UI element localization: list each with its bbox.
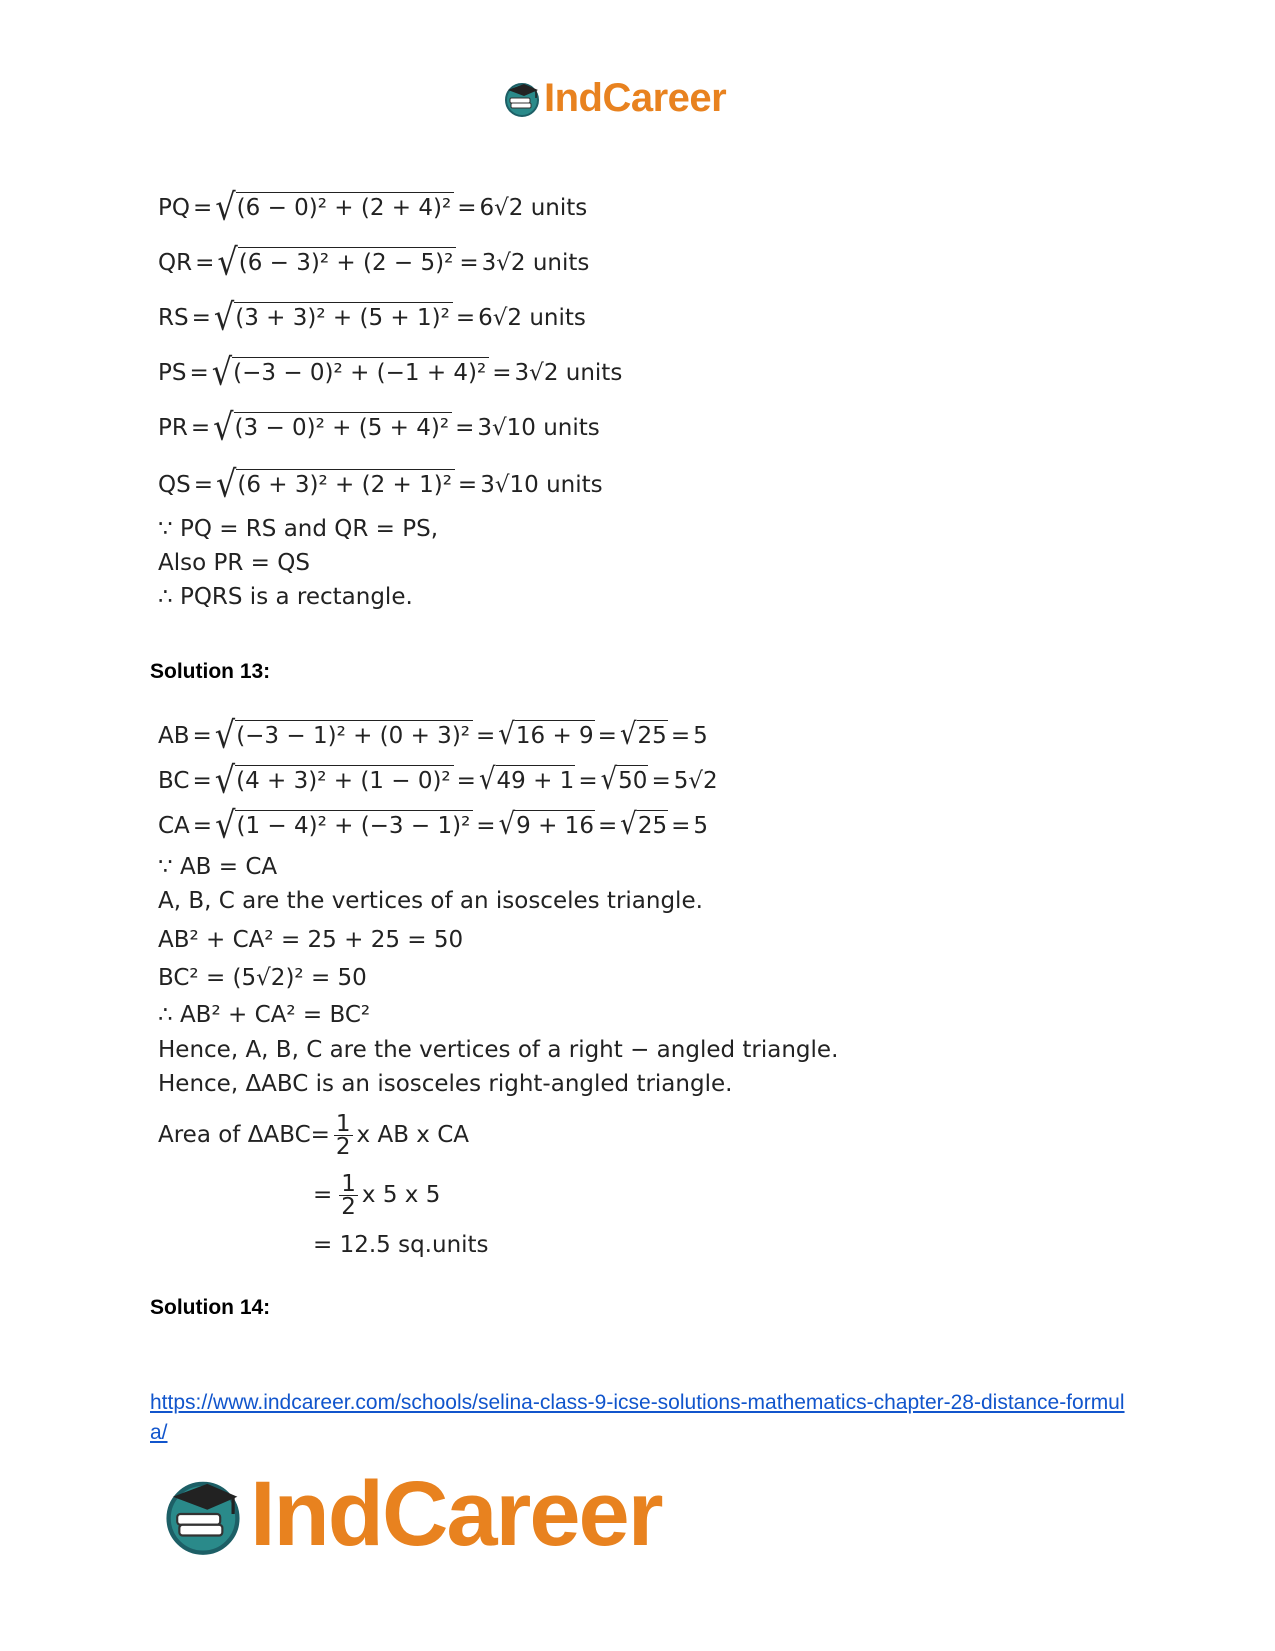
eq-radicand-3: 50 (617, 765, 648, 796)
eq-radicand: (3 + 3)² + (5 + 1)² (234, 302, 453, 333)
eq-radicand: (−3 − 1)² + (0 + 3)² (235, 720, 473, 751)
source-link[interactable]: https://www.indcareer.com/schools/selina-class-9-icse-solutions-mathematics-chapter-28-distance-formula/ (150, 1391, 1125, 1444)
equation-bc: BC = √ (4 + 3)² + (1 − 0)² = √ 49 + 1 = √ 50 = 5√2 (158, 758, 718, 802)
eq-lhs: QS (158, 471, 191, 498)
fraction: $\frac{1}{2}$ (341, 1170, 356, 1220)
logo-footer (160, 1463, 662, 1565)
area-expression: x AB x CA (356, 1122, 470, 1148)
eq-lhs: RS (158, 304, 189, 331)
eq-result: 3√10 units (480, 471, 603, 498)
equation-ab: AB = √ (−3 − 1)² + (0 + 3)² = √ 16 + 9 = √ 25 = 5 (158, 713, 708, 757)
area-line (158, 1105, 469, 1165)
logo-header (502, 78, 726, 118)
equation-ca: CA = √ (1 − 4)² + (−3 − 1)² = √ 9 + 16 = √ 25 = 5 (158, 803, 709, 847)
statement-line: BC² = (5√2)² = 50 (158, 965, 367, 991)
equation-pr: PR = √ (3 − 0)² + (5 + 4)² = 3√10 units (158, 405, 600, 449)
logo-text: IndCareer (544, 76, 727, 120)
equation-qs: QS = √ (6 + 3)² + (2 + 1)² = 3√10 units (158, 462, 603, 506)
equation-ps: PS = √ (−3 − 0)² + (−1 + 4)² = 3√2 units (158, 350, 623, 394)
eq-radicand: (6 − 3)² + (2 − 5)² (238, 247, 457, 278)
statement-line: Also PR = QS (158, 550, 310, 576)
area-expression: x 5 x 5 (361, 1182, 441, 1208)
eq-radicand-2: 16 + 9 (515, 720, 595, 751)
solution-13-heading: Solution 13: (150, 660, 271, 683)
statement-line: A, B, C are the vertices of an isosceles triangle. (158, 888, 703, 914)
graduation-cap-icon (502, 78, 542, 118)
area-label: Area of ΔABC= (158, 1122, 330, 1148)
eq-result: 3√10 units (477, 414, 600, 441)
logo-text: IndCareer (250, 1463, 662, 1565)
eq-lhs: QR (158, 249, 193, 276)
eq-radicand: (−3 − 0)² + (−1 + 4)² (232, 357, 489, 388)
solution-14-heading: Solution 14: (150, 1296, 271, 1319)
eq-result: 6√2 units (478, 304, 586, 331)
eq-lhs: PR (158, 414, 188, 441)
eq-result: 5 (693, 722, 708, 749)
eq-radicand: (1 − 4)² + (−3 − 1)² (235, 810, 473, 841)
fraction: $\frac{1}{2}$ (335, 1110, 351, 1160)
eq-radicand-2: 49 + 1 (496, 765, 576, 796)
eq-result: 5 (693, 812, 709, 839)
equation-rs: RS = √ (3 + 3)² + (5 + 1)² = 6√2 units (158, 295, 586, 339)
eq-radicand: (6 + 3)² + (2 + 1)² (236, 469, 455, 500)
equation-qr: QR = √ (6 − 3)² + (2 − 5)² = 3√2 units (158, 240, 590, 284)
statement-line: ∵ AB = CA (158, 854, 278, 880)
eq-radicand-3: 25 (637, 720, 668, 751)
statement-line: ∴ PQRS is a rectangle. (158, 584, 413, 610)
eq-lhs: PQ (158, 194, 190, 221)
eq-lhs: AB (158, 722, 190, 749)
eq-result: 5√2 (673, 767, 718, 794)
area-result: = 12.5 sq.units (313, 1232, 489, 1258)
statement-line: ∴ AB² + CA² = BC² (158, 1002, 371, 1028)
equation-pq: PQ = √ (6 − 0)² + (2 + 4)² = 6√2 units (158, 185, 588, 229)
eq-result: 6√2 units (479, 194, 588, 221)
graduation-cap-icon (160, 1471, 246, 1557)
eq-result: 3√2 units (481, 249, 590, 276)
eq-lhs: CA (158, 812, 190, 839)
eq-lhs: BC (158, 767, 190, 794)
eq-lhs: PS (158, 359, 187, 386)
statement-line: Hence, A, B, C are the vertices of a right − angled triangle. (158, 1037, 839, 1063)
eq-radicand-2: 9 + 16 (515, 810, 595, 841)
statement-line: ∵ PQ = RS and QR = PS, (158, 516, 439, 542)
area-step: = $\frac{1}{2}$ x 5 x 5 (313, 1170, 441, 1220)
eq-radicand: (4 + 3)² + (1 − 0)² (235, 765, 454, 796)
eq-radicand-3: 25 (637, 810, 668, 841)
statement-line: AB² + CA² = 25 + 25 = 50 (158, 927, 464, 953)
statement-line: Hence, ΔABC is an isosceles right-angled triangle. (158, 1071, 733, 1097)
eq-radicand: (6 − 0)² + (2 + 4)² (236, 192, 455, 223)
eq-radicand: (3 − 0)² + (5 + 4)² (234, 412, 453, 443)
eq-result: 3√2 units (514, 359, 623, 386)
